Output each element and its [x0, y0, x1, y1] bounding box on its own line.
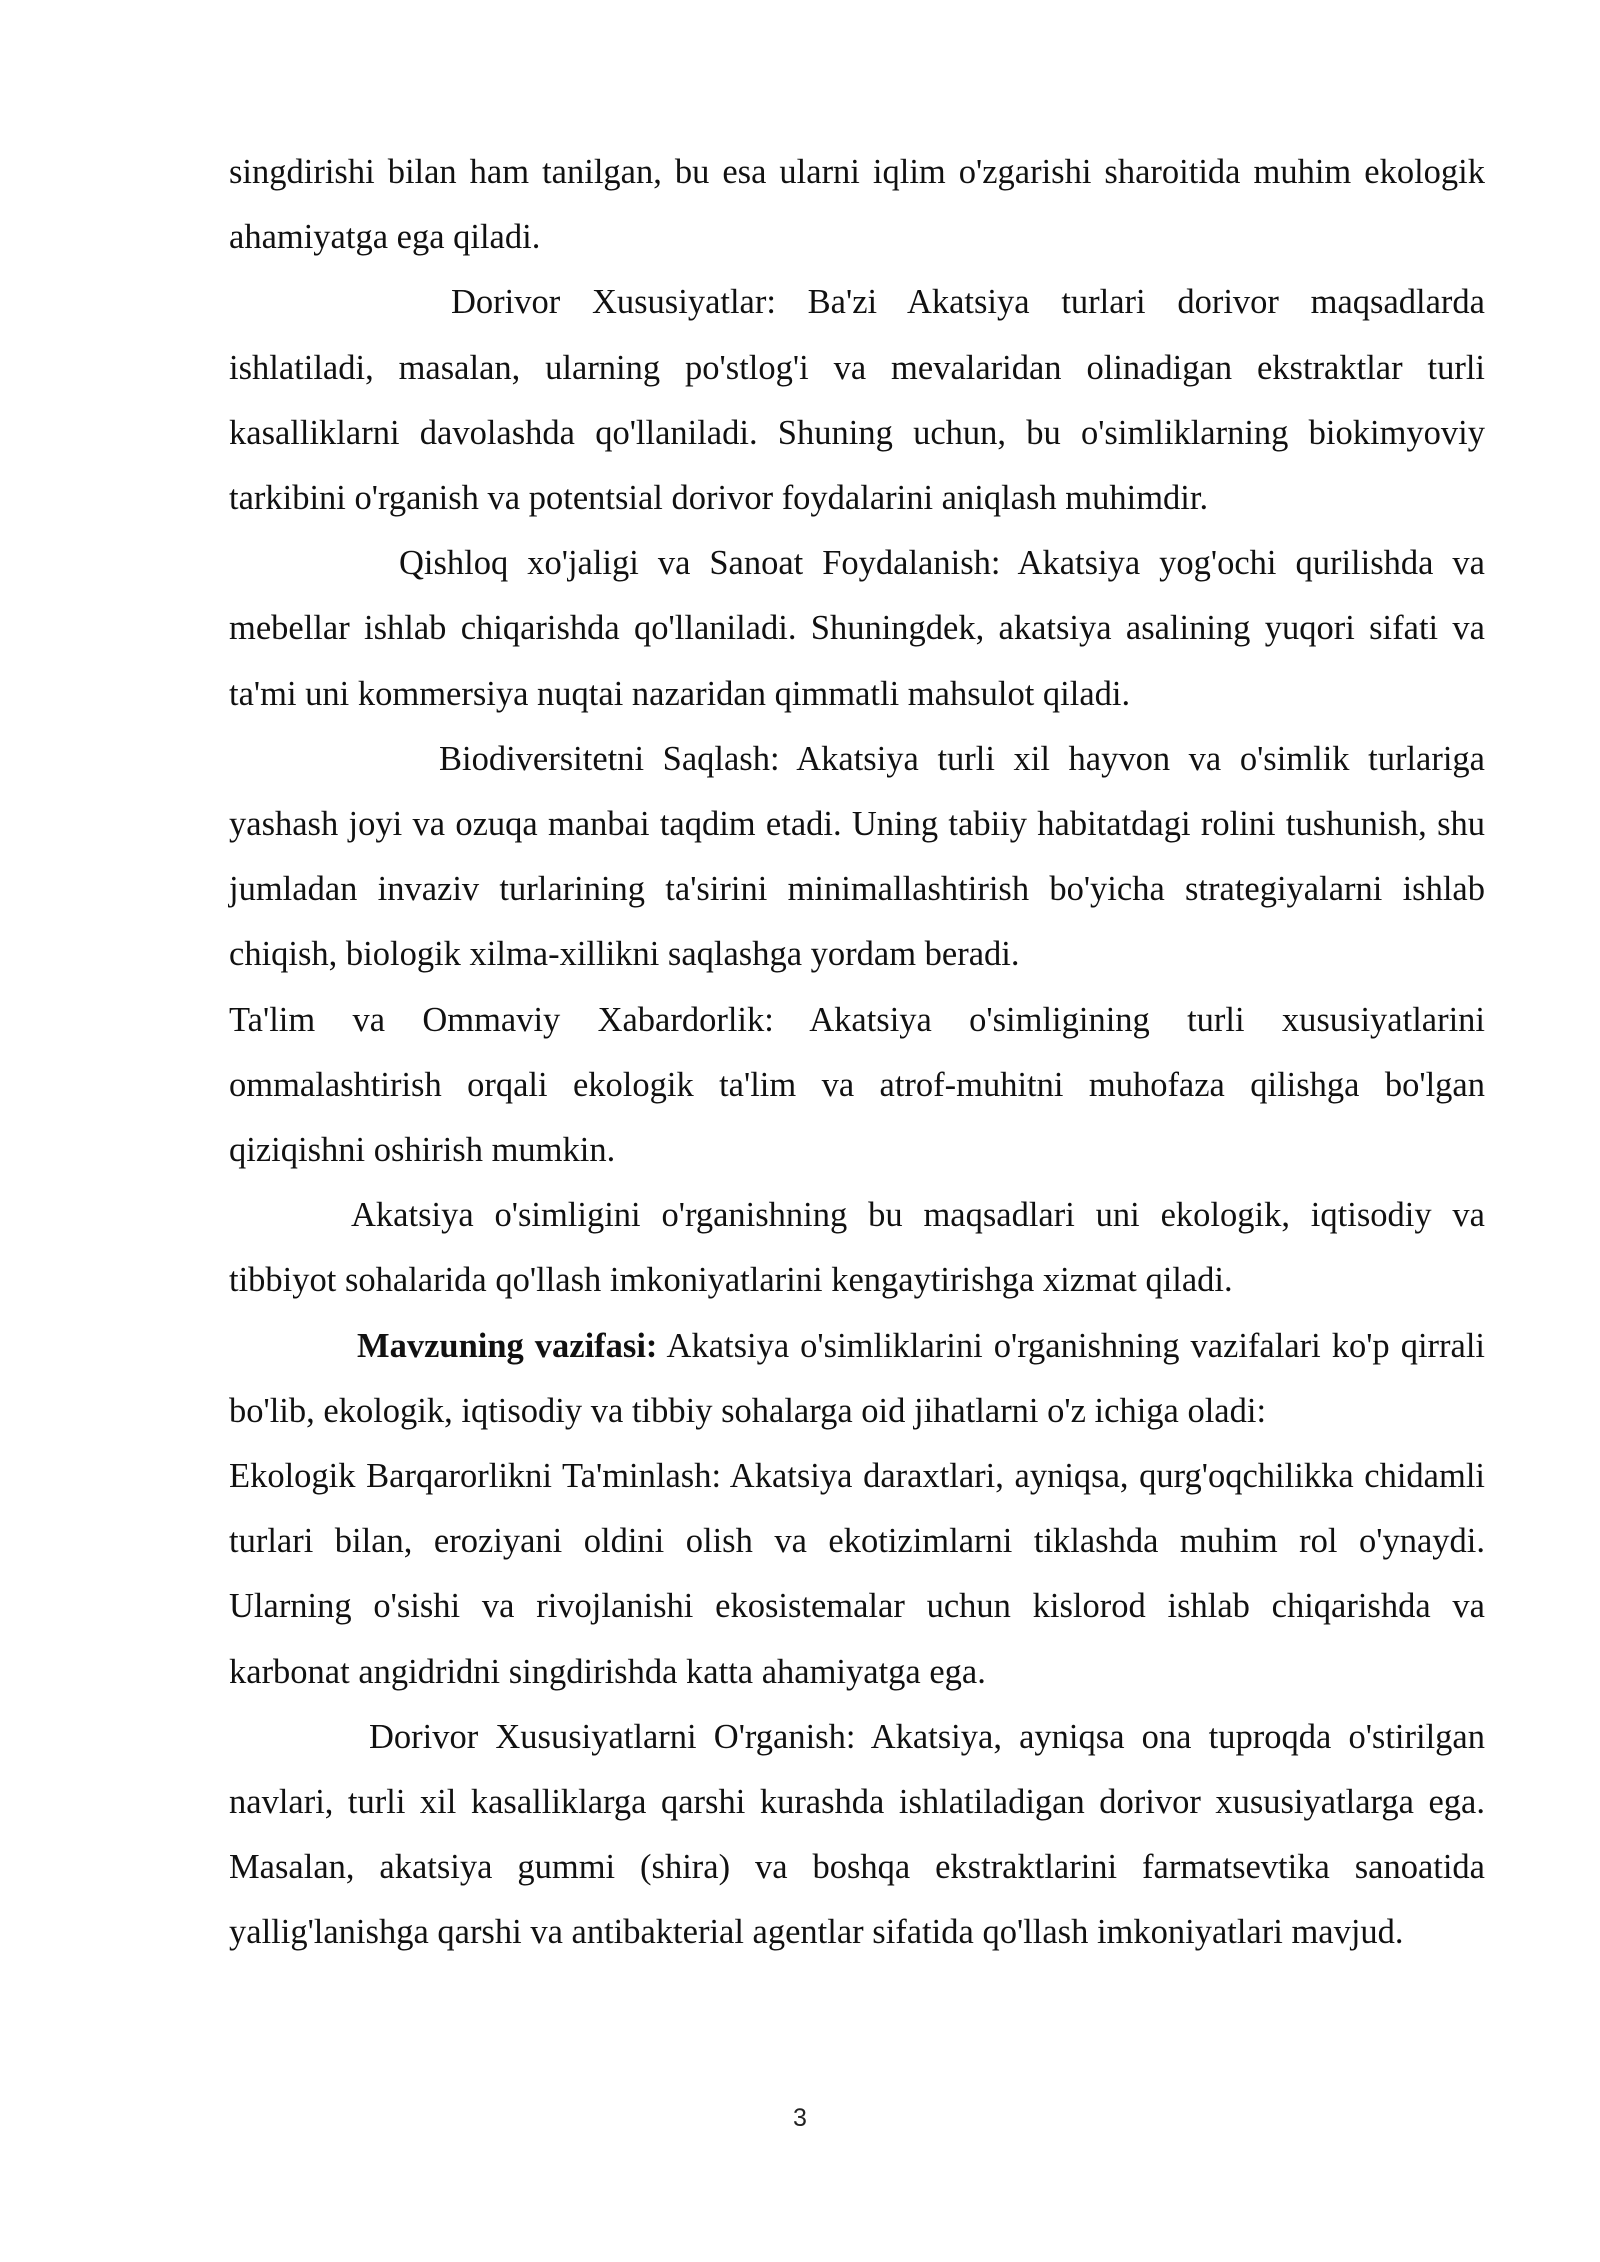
paragraph-continuation: singdirishi bilan ham tanilgan, bu esa ularni iqlim o'zgarishi sharoitida muhim ekologik ahamiyatga ega qiladi. [229, 153, 1485, 257]
paragraph-ecological-sustainability: Ekologik Barqarorlikni Ta'minlash: Akatsiya daraxtlari, ayniqsa, qurg'oqchilikka chidamli turlari bilan, eroziyani oldini olish va ekotizimlarni tiklashda muhim rol o'ynaydi. Ularning o'sishi va rivojlanishi ekosistemalar uchun kislorod ishlab chiqarishda va karbonat angidridni singdirishda katta ahamiyatga ega. [229, 1457, 1485, 1691]
paragraph-agriculture-industry: Qishloq xo'jaligi va Sanoat Foydalanish: Akatsiya yog'ochi qurilishda va mebellar ishlab chiqarishda qo'llaniladi. Shuningdek, akatsiya asalining yuqori sifati va ta'mi uni kommersiya nuqtai nazaridan qimmatli mahsulot qiladi. [229, 544, 1485, 713]
paragraph-tasks-intro [229, 1314, 1485, 1444]
tasks-heading: Mavzuning vazifasi: [357, 1326, 658, 1365]
document-page [229, 140, 1485, 1966]
page-number: 3 [793, 2104, 807, 2132]
paragraph-medicinal-properties: Dorivor Xususiyatlar: Ba'zi Akatsiya turlari dorivor maqsadlarda ishlatiladi, masalan, ularning po'stlog'i va mevalaridan olinadigan ekstraktlar turli kasalliklarni davolashda qo'llaniladi. Shuning uchun, bu o'simliklarning biokimyoviy tarkibini o'rganish va potentsial dorivor foydalarini aniqlash muhimdir. [229, 283, 1485, 518]
paragraph-education-awareness: Ta'lim va Ommaviy Xabardorlik: Akatsiya o'simligining turli xususiyatlarini ommalashtirish orqali ekologik ta'lim va atrof-muhitni muhofaza qilishga bo'lgan qiziqishni oshirish mumkin. [229, 1000, 1485, 1170]
paragraph-biodiversity: Biodiversitetni Saqlash: Akatsiya turli xil hayvon va o'simlik turlariga yashash joyi va ozuqa manbai taqdim etadi. Uning tabiiy habitatdagi rolini tushunish, shu jumladan invaziv turlarining ta'sirini minimallashtirish bo'yicha strategiyalarni ishlab chiqish, biologik xilma-xillikni saqlashga yordam beradi. [229, 739, 1485, 974]
paragraph-medicinal-study: Dorivor Xususiyatlarni O'rganish: Akatsiya, ayniqsa ona tuproqda o'stirilgan navlari, turli xil kasalliklarga qarshi kurashda ishlatiladigan dorivor xususiyatlarga ega. Masalan, akatsiya gummi (shira) va boshqa ekstraktlarini farmatsevtika sanoatida yallig'lanishga qarshi va antibakterial agentlar sifatida qo'llash imkoniyatlari mavjud. [229, 1717, 1485, 1952]
paragraph-goals-summary: Akatsiya o'simligini o'rganishning bu maqsadlari uni ekologik, iqtisodiy va tibbiyot sohalarida qo'llash imkoniyatlarini kengaytirishga xizmat qiladi. [229, 1196, 1485, 1300]
tasks-intro-text: Akatsiya o'simliklarini o'rganishning vazifalari ko'p qirrali bo'lib, ekologik, iqtisodiy va tibbiy sohalarga oid jihatlarni o'z ichiga oladi: [229, 1326, 1485, 1430]
